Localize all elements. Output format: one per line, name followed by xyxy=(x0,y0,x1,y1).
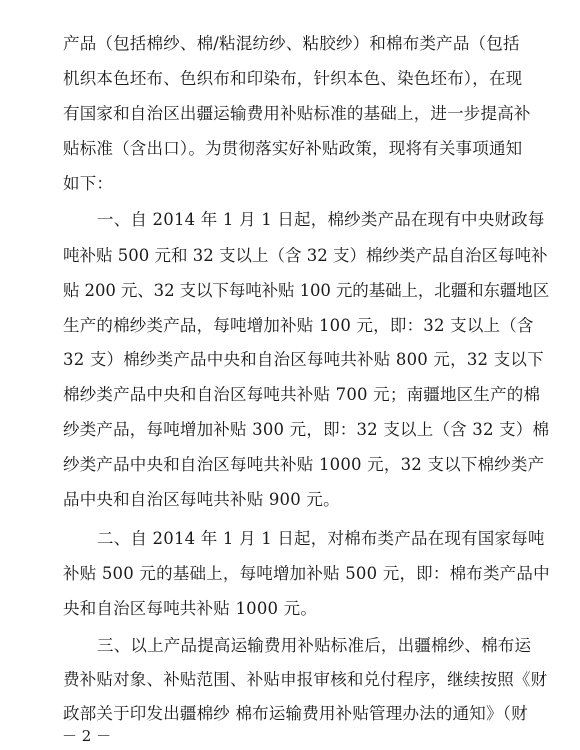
text-line: 如下： xyxy=(63,174,114,193)
text-line: 一、自 2014 年 1 月 1 日起，棉纱类产品在现有中央财政每 xyxy=(97,210,545,229)
text-line: 生产的棉纱类产品，每吨增加补贴 100 元，即：32 支以上（含 xyxy=(63,316,534,335)
text-line: 贴标准（含出口）。为贯彻落实好补贴政策，现将有关事项通知 xyxy=(63,139,523,158)
text-line: 产品（包括棉纱、棉/粘混纺纱、粘胶纱）和棉布类产品（包括 xyxy=(63,34,520,53)
text-line: 纱类产品中央和自治区每吨共补贴 1000 元，32 支以下棉纱类产 xyxy=(63,455,545,474)
text-line: 二、自 2014 年 1 月 1 日起，对棉布类产品在现有国家每吨 xyxy=(97,529,545,548)
text-line: 32 支）棉纱类产品中央和自治区每吨共补贴 800 元，32 支以下 xyxy=(63,350,544,369)
text-line: 机织本色坯布、色织布和印染布，针织本色、染色坯布），在现 xyxy=(63,69,523,88)
text-line: 品中央和自治区每吨共补贴 900 元。 xyxy=(63,490,340,509)
page-number: － 2 － xyxy=(62,727,112,745)
text-line: 三、以上产品提高运输费用补贴标准后，出疆棉纱、棉布运 xyxy=(97,636,532,655)
text-line: 吨补贴 500 元和 32 支以上（含 32 支）棉纱类产品自治区每吨补 xyxy=(63,246,548,265)
text-line: 央和自治区每吨共补贴 1000 元。 xyxy=(63,599,318,618)
text-line: 费补贴对象、补贴范围、补贴申报审核和兑付程序，继续按照《财 xyxy=(63,670,548,689)
text-line: 纱类产品，每吨增加补贴 300 元，即：32 支以上（含 32 支）棉 xyxy=(63,420,550,439)
text-line: 补贴 500 元的基础上，每吨增加补贴 500 元，即：棉布类产品中 xyxy=(63,564,550,583)
text-line: 贴 200 元、32 支以下每吨补贴 100 元的基础上，北疆和东疆地区 xyxy=(63,281,550,300)
text-line: 棉纱类产品中央和自治区每吨共补贴 700 元；南疆地区生产的棉 xyxy=(63,385,541,404)
text-line: 有国家和自治区出疆运输费用补贴标准的基础上，进一步提高补 xyxy=(63,104,531,123)
text-line: 政部关于印发出疆棉纱 棉布运输费用补贴管理办法的通知》（财 xyxy=(63,704,528,723)
